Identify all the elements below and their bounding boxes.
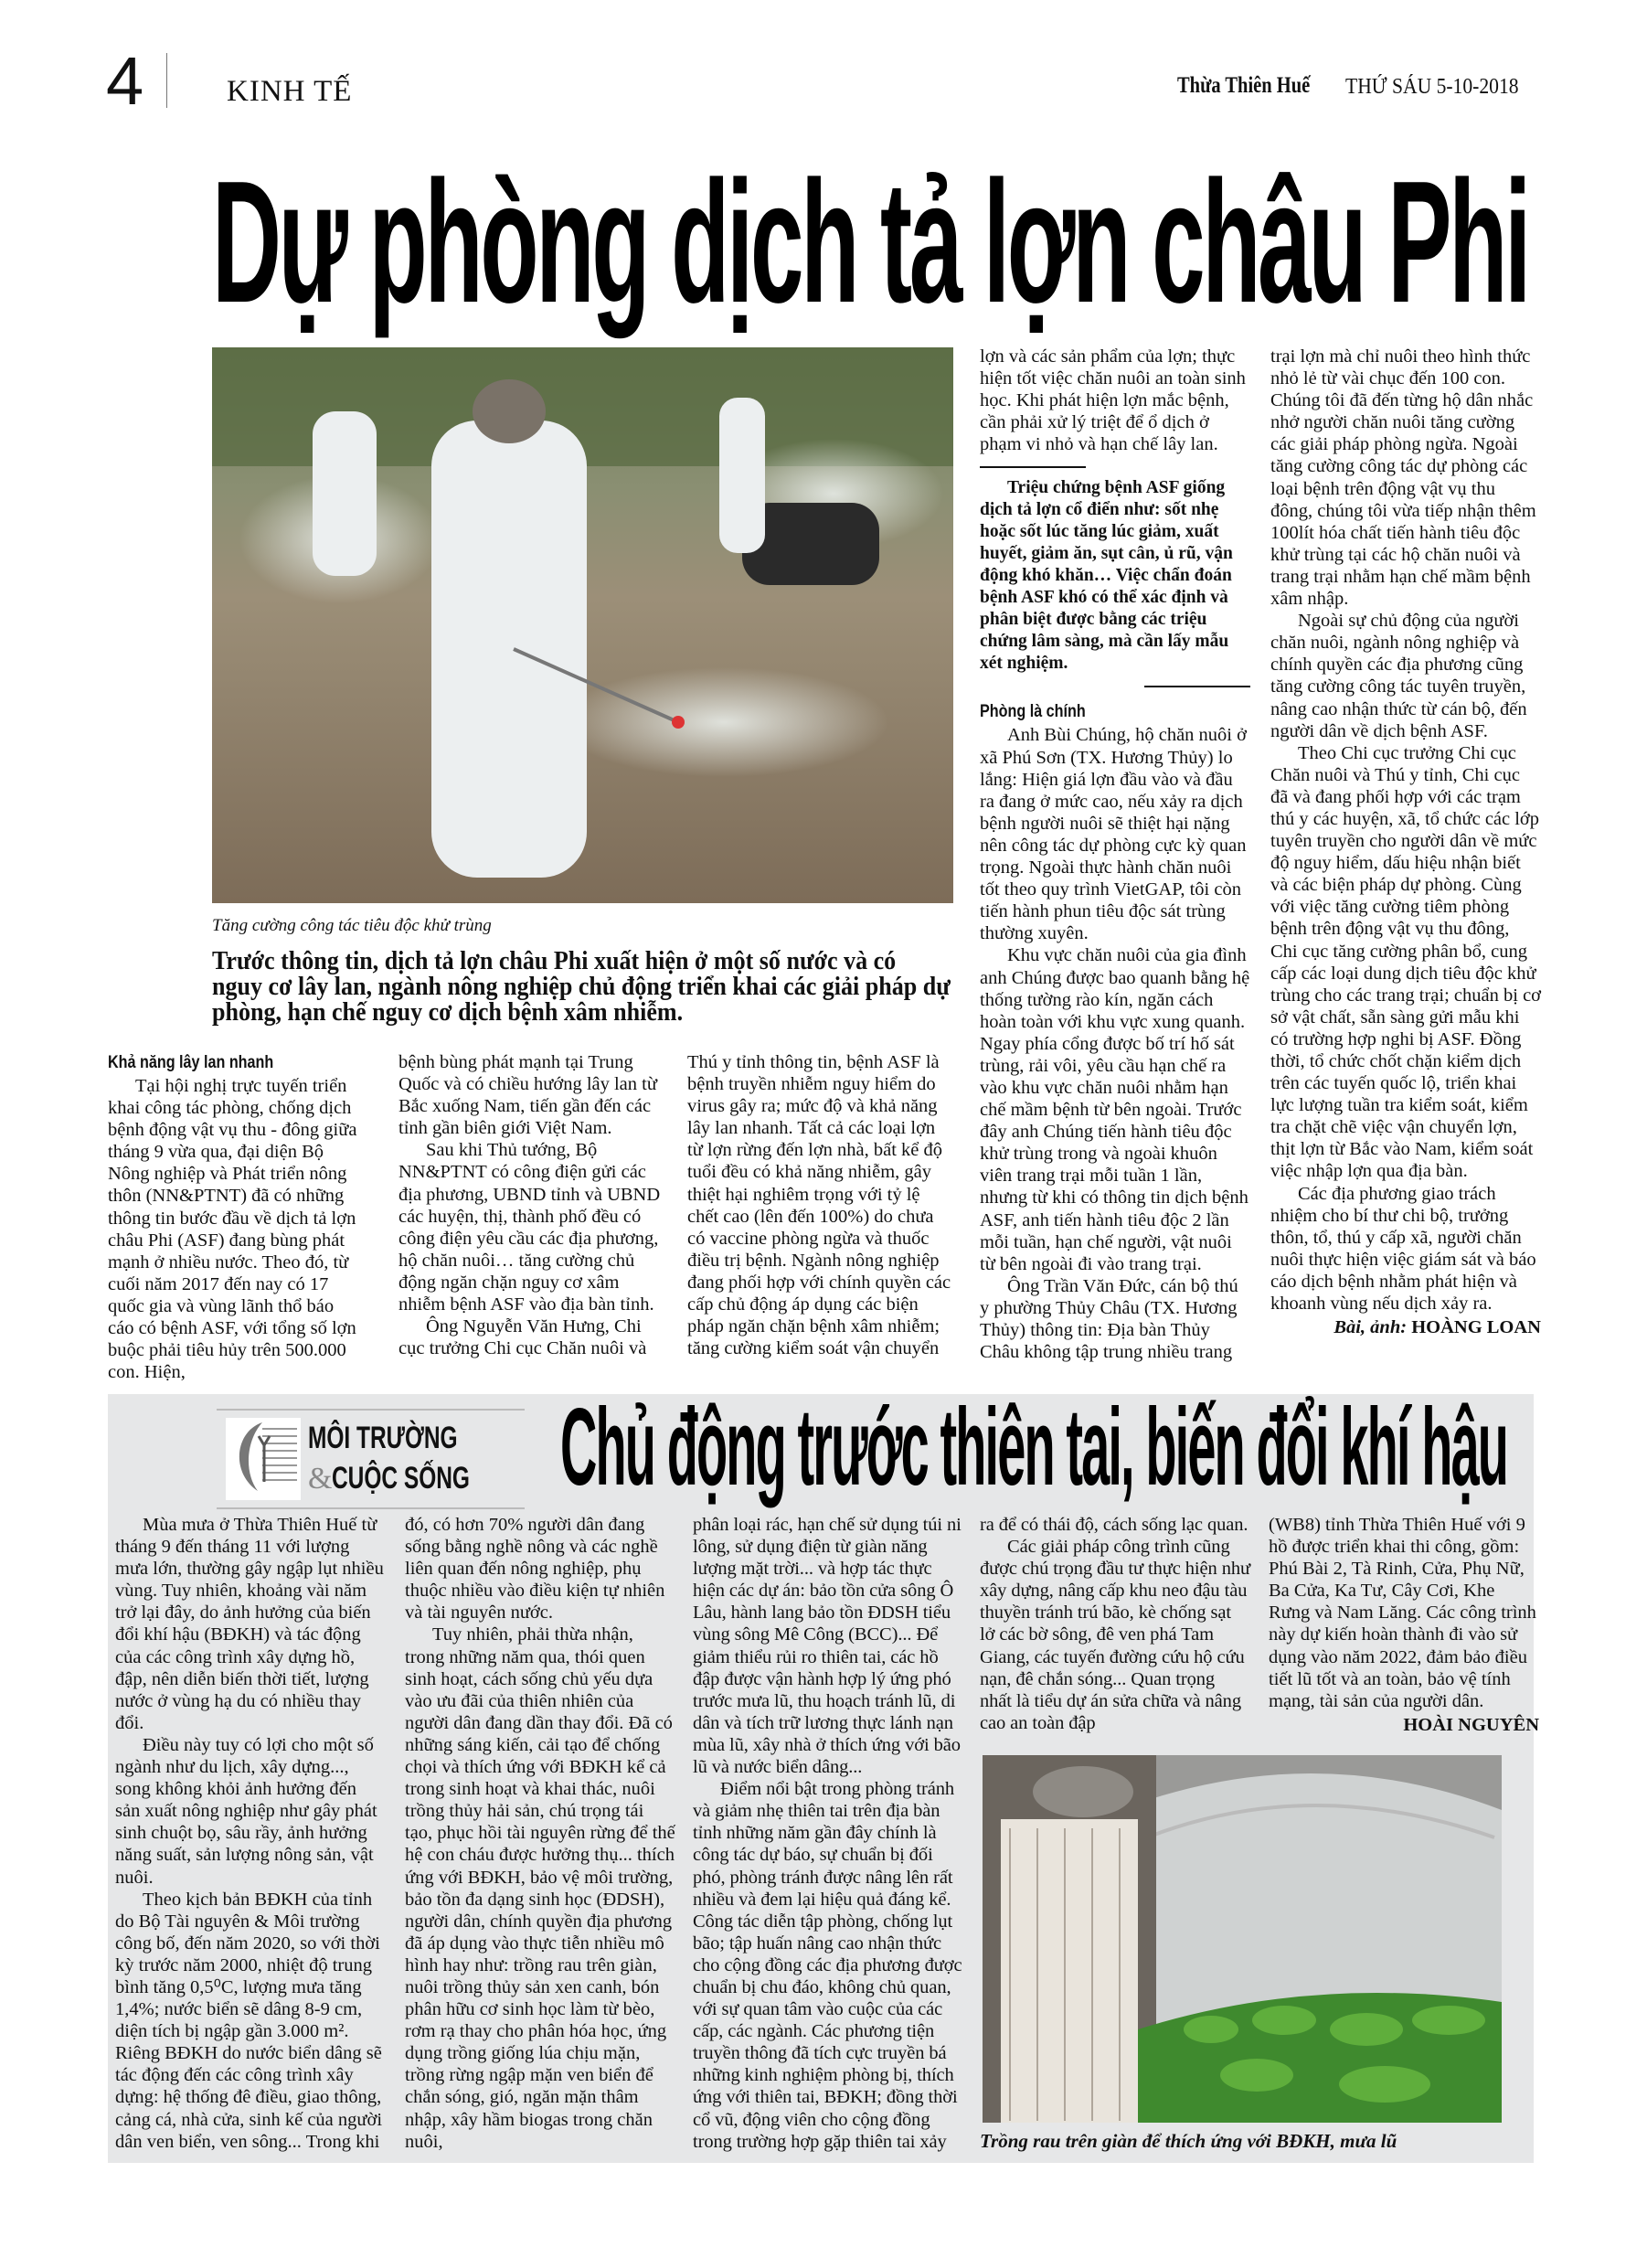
author-name: HOÀNG LOAN xyxy=(1411,1317,1541,1338)
byline xyxy=(1270,1316,1541,1338)
article2-column-5 xyxy=(1269,1514,1539,1736)
article1-column-2 xyxy=(398,1051,665,1359)
divider-rule xyxy=(980,466,1086,468)
headline-text: Dự phòng dịch tả lợn châu Phi xyxy=(212,145,1528,339)
issue-date: THỨ SÁU 5-10-2018 xyxy=(1345,75,1519,99)
paragraph: bệnh bùng phát mạnh tại Trung Quốc và có chiều hướng lây lan từ Bắc xuống Nam, tiến gần đến các tỉnh gần biên giới Việt Nam. xyxy=(398,1052,657,1139)
article1-lead: Trước thông tin, dịch tả lợn châu Phi xuất hiện ở một số nước và có nguy cơ lây lan, ngành nông nghiệp chủ động triển khai các giải pháp dự phòng, hạn chế nguy cơ dịch bệnh xâm nhiễm. xyxy=(212,947,951,1027)
rubric-line-2: CUỘC SỐNG xyxy=(332,1461,471,1496)
paragraph: Thú y tỉnh thông tin, bệnh ASF là bệnh truyền nhiễm nguy hiểm do virus gây ra; mức độ và khả năng lây lan nhanh. Tất cả các loại lợn từ lợn rừng đến lợn nhà, bất kể độ tuổi đều có khả năng nhiễm, gây thiệt hại nghiêm trọng với tỷ lệ chết cao (lên đến 100%) do chưa có vaccine phòng ngừa và thuốc điều trị bệnh. Ngành nông nghiệp đang phối hợp với chính quyền các cấp chủ động áp dụng các biện pháp ngăn chặn bệnh xâm nhiễm; tăng cường kiểm soát vận chuyển xyxy=(687,1052,951,1359)
byline-prefix: Bài, ảnh: xyxy=(1334,1317,1408,1338)
article2-column-3 xyxy=(693,1514,963,2153)
paragraph: Ông Trần Văn Đức, cán bộ thú y phường Thủy Châu (TX. Hương Thủy) thông tin: Địa bàn Thủy Châu không tập trung nhiều trang xyxy=(980,1275,1238,1363)
paragraph: Tuy nhiên, phải thừa nhận, trong những năm qua, thói quen sinh hoạt, cách sống chủ yếu dựa vào ưu đãi của thiên nhiên của người dân đang dần thay đổi. Đã có những sáng kiến, cải tạo để chống chọi và thích ứng với BĐKH kể cả trong sinh hoạt và khai thác, nuôi trồng thủy hải sản, chú trọng tái tạo, phục hồi tài nguyên rừng để thế hệ con cháu được hưởng thụ... thích ứng với BĐKH, bảo vệ môi trường, bảo tồn đa dạng sinh học (ĐDSH), người dân, chính quyền địa phương đã áp dụng vào thực tiễn nhiều mô hình hay như: trồng rau trên giàn, nuôi trồng thủy sản xen canh, bón phân hữu cơ sinh học làm từ bèo, rơm rạ thay cho phân hóa học, ứng dụng trồng giống lúa chịu mặn, trồng rừng ngập mặn ven biển để chắn sóng, gió, ngăn mặn thâm nhập, xây hầm biogas trong chăn nuôi, xyxy=(405,1624,675,2152)
paragraph: Tại hội nghị trực tuyến triển khai công tác phòng, chống dịch bệnh động vật vụ thu - đông giữa tháng 9 vừa qua, đại diện Bộ Nông nghiệp và Phát triển nông thôn (NN&PTNT) đã có những thông tin bước đầu về dịch tả lợn châu Phi (ASF) đang bùng phát mạnh ở nhiều nước. Theo đó, từ cuối năm 2017 đến nay có 17 quốc gia và vùng lãnh thổ báo cáo có bệnh ASF, với tổng số lợn buộc phải tiêu hủy trên 500.000 con. Hiện, xyxy=(108,1076,357,1383)
subheading: Khả năng lây lan nhanh xyxy=(108,1053,274,1072)
paragraph: Sau khi Thủ tướng, Bộ NN&PTNT có công điện gửi các địa phương, UBND tỉnh và UBND các huyện, thị, thành phố đều có công điện yêu cầu các địa phương, hộ chăn nuôi… tăng cường chủ động ngăn chặn nguy cơ xâm nhiễm bệnh ASF vào địa bàn tỉnh. xyxy=(398,1140,661,1315)
rubric-logo xyxy=(217,1409,525,1509)
page-number: 4 xyxy=(106,43,144,119)
rubric-ampersand: & xyxy=(308,1462,333,1496)
paragraph: Điều này tuy có lợi cho một số ngành như du lịch, xây dựng..., song không khỏi ảnh hưởng đến sản xuất nông nghiệp như gây phát sinh chuột bọ, sâu rầy, ảnh hưởng năng suất, sản lượng nông sản, vật nuôi. xyxy=(115,1734,377,1888)
article2-column-4 xyxy=(980,1514,1250,1734)
paragraph: Mùa mưa ở Thừa Thiên Huế từ tháng 9 đến tháng 11 với lượng mưa lớn, thường gây ngập lụt nhiều vùng. Tuy nhiên, khoảng vài năm trở lại đây, do ảnh hưởng của biến đổi khí hậu (BĐKH) và tác động của các công trình xây dựng hồ, đập, nên diễn biến thời tiết, lượng nước ở vùng hạ du có nhiều thay đổi. xyxy=(115,1515,384,1733)
article2-column-1 xyxy=(115,1514,386,2153)
spraying-photo-illustration xyxy=(212,347,953,903)
environment-logo-icon xyxy=(226,1418,301,1500)
article2-photo xyxy=(983,1755,1502,2123)
paragraph: (WB8) tỉnh Thừa Thiên Huế với 9 hồ được triển khai thi công, gồm: Phú Bài 2, Tà Rinh, Cửa, Phụ Nữ, Ba Cửa, Ka Tư, Cây Cơi, Khe Rưng và Nam Lăng. Các công trình này dự kiến hoàn thành đi vào sử dụng vào năm 2022, đảm bảo điều tiết lũ tốt và an toàn, bảo vệ tính mạng, tài sản của người dân. xyxy=(1269,1515,1536,1711)
article1-column-3 xyxy=(687,1051,954,1359)
section-title: KINH TẾ xyxy=(227,75,353,108)
paragraph: Điểm nổi bật trong phòng tránh và giảm nhẹ thiên tai trên địa bàn tỉnh những năm gần đây chính là công tác dự báo, sự chuẩn bị đối phó, phòng tránh được nâng lên rất nhiều và đem lại hiệu quả đáng kể. Công tác diễn tập phòng, chống lụt bão; tập huấn nâng cao nhận thức cho cộng đồng các địa phương được chuẩn bị chu đáo, không chủ quan, với sự quan tâm vào cuộc của các cấp, các ngành. Các phương tiện truyền thông đã tích cực truyền bá những kinh nghiệm phòng bị, thích ứng với thiên tai, BĐKH; đồng thời cổ vũ, động viên cho cộng đồng trong trường hợp gặp thiên tai xảy xyxy=(693,1779,962,2152)
paragraph: Theo kịch bản BĐKH của tỉnh do Bộ Tài nguyên & Môi trường công bố, đến năm 2020, so với thời kỳ trước năm 2000, nhiệt độ trung bình tăng 0,5⁰C, lượng mưa tăng 1,4%; nước biển sẽ dâng 8-9 cm, diện tích bị ngập gần 3.000 m². Riêng BĐKH do nước biển dâng sẽ tác động đến các công trình xây dựng: hệ thống đê điều, giao thông, cảng cá, nhà cửa, sinh kế của người dân ven biển, ven sông... Trong khi xyxy=(115,1889,383,2152)
byline xyxy=(1269,1714,1539,1736)
paragraph: trại lợn mà chỉ nuôi theo hình thức nhỏ lẻ từ vài chục đến 100 con. Chúng tôi đã đến từng hộ dân nhắc nhở người chăn nuôi tăng cường các giải pháp phòng ngừa. Ngoài tăng cường công tác dự phòng các loại bệnh trên động vật vụ thu đông, chúng tôi vừa tiếp nhận thêm 100lít hóa chất tiến hành tiêu độc khử trùng tại các hộ chăn nuôi và trang trại nhằm hạn chế mầm bệnh xâm nhập. xyxy=(1270,346,1536,610)
article1-photo xyxy=(212,347,953,903)
article1-column-1 xyxy=(108,1051,364,1383)
masthead: Thừa Thiên Huế xyxy=(1177,73,1311,98)
pull-quote: Triệu chứng bệnh ASF giống dịch tả lợn cổ điển như: sốt nhẹ hoặc sốt lúc tăng lúc giảm, xuất huyết, giảm ăn, sụt cân, ủ rũ, vận động khó khăn… Việc chẩn đoán bệnh ASF khó có thể xác định và phân biệt được bằng các triệu chứng lâm sàng, mà cần lấy mẫu xét nghiệm. xyxy=(980,478,1233,674)
paragraph: đó, có hơn 70% người dân đang sống bằng nghề nông và các nghề liên quan đến nông nghiệp, phụ thuộc nhiều vào điều kiện tự nhiên và tài nguyên nước. xyxy=(405,1515,665,1624)
greenhouse-photo-illustration xyxy=(983,1755,1502,2123)
article1-column-4 xyxy=(980,346,1250,1363)
article1-column-5 xyxy=(1270,346,1541,1338)
rubric-line-1: MÔI TRƯỜNG xyxy=(308,1421,458,1455)
article2-headline xyxy=(560,1386,1507,1508)
article2-column-2 xyxy=(405,1514,675,2153)
paragraph: lợn và các sản phẩm của lợn; thực hiện tốt việc chăn nuôi an toàn sinh học. Khi phát hiện lợn mắc bệnh, cần phải xử lý triệt để ổ dịch ở phạm vi nhỏ và hạn chế lây lan. xyxy=(980,346,1246,455)
paragraph: Ngoài sự chủ động của người chăn nuôi, ngành nông nghiệp và chính quyền các địa phương cũng tăng cường công tác tuyên truyền, nâng cao nhận thức từ cán bộ, đến người dân về dịch bệnh ASF. xyxy=(1270,611,1527,741)
article1-photo-caption: Tăng cường công tác tiêu độc khử trùng xyxy=(212,916,492,935)
author-name: HOÀI NGUYÊN xyxy=(1403,1714,1539,1735)
paragraph: phân loại rác, hạn chế sử dụng túi ni lông, sử dụng điện từ giàn năng lượng mặt trời... và hợp tác thực hiện các dự án: bảo tồn cửa sông Ô Lâu, hành lang bảo tồn ĐDSH tiểu vùng sông Mê Công (BCC)... Để giảm thiểu rủi ro thiên tai, các hồ đập được vận hành hợp lý ứng phó trước mưa lũ, thu hoạch tránh lũ, di dân và tích trữ lương thực lánh nạn mùa lũ, xây nhà ở thích ứng với bão lũ và nước biển dâng... xyxy=(693,1515,962,1778)
header-divider xyxy=(166,53,167,108)
article1-headline xyxy=(212,145,1528,339)
paragraph: Các địa phương giao trách nhiệm cho bí thư chi bộ, trưởng thôn, tổ, thú y cấp xã, người chăn nuôi thực hiện việc giám sát và báo cáo dịch bệnh nhằm phát hiện và khoanh vùng nếu dịch xảy ra. xyxy=(1270,1183,1536,1315)
article2-photo-caption: Trồng rau trên giàn để thích ứng với BĐKH, mưa lũ xyxy=(980,2130,1397,2152)
paragraph: Theo Chi cục trưởng Chi cục Chăn nuôi và Thú y tỉnh, Chi cục đã và đang phối hợp với các trạm thú y các huyện, xã, tổ chức các lớp tuyên truyền cho người dân về mức độ nguy hiểm, dấu hiệu nhận biết và các biện pháp dự phòng. Cùng với việc tăng cường tiêm phòng bệnh trên động vật vụ thu đông, Chi cục tăng cường phân bổ, cung cấp các loại dung dịch tiêu độc khử trùng cho các trang trại; chuẩn bị cơ sở vật chất, sẵn sàng gửi mẫu khi có trường hợp nghi bị ASF. Đồng thời, tổ chức chốt chặn kiểm dịch trên các tuyến quốc lộ, triển khai lực lượng tuần tra kiểm soát, kiểm tra chặt chẽ việc vận chuyển lợn, thịt lợn từ Bắc vào Nam, kiểm soát việc nhập lợn qua địa bàn. xyxy=(1270,742,1542,1182)
paragraph: ra để có thái độ, cách sống lạc quan. xyxy=(980,1515,1249,1535)
paragraph: Anh Bùi Chúng, hộ chăn nuôi ở xã Phú Sơn (TX. Hương Thủy) lo lắng: Hiện giá lợn đầu vào và đầu ra đang ở mức cao, nếu xảy ra dịch bệnh người nuôi sẽ thiệt hại nặng nên công tác dự phòng cực kỳ quan trọng. Ngoài thực hành chăn nuôi tốt theo quy trình VietGAP, tôi còn tiến hành phun tiêu độc sát trùng thường xuyên. xyxy=(980,725,1247,944)
subheading: Phòng là chính xyxy=(980,702,1086,722)
paragraph: Ông Nguyễn Văn Hưng, Chi cục trưởng Chi cục Chăn nuôi và xyxy=(398,1316,647,1359)
headline-text: Chủ động trước thiên tai, biến đổi khí hậu xyxy=(560,1386,1507,1508)
paragraph: Khu vực chăn nuôi của gia đình anh Chúng được bao quanh bằng hệ thống tường rào kín, ngăn cách hoàn toàn với khu vực xung quanh. Ngay phía cổng được bố trí hố sát trùng, rải vôi, yêu cầu hạn chế ra vào khu vực chăn nuôi nhằm hạn chế mầm bệnh từ bên ngoài. Trước đây anh Chúng tiến hành tiêu độc khử trùng trong và ngoài khuôn viên trang trại mỗi tuần 1 lần, nhưng từ khi có thông tin dịch bệnh ASF, anh tiến hành tiêu độc 2 lần mỗi tuần, hạn chế người, vật nuôi từ bên ngoài đi vào trang trại. xyxy=(980,945,1250,1274)
paragraph: Các giải pháp công trình cũng được chú trọng đầu tư thực hiện như xây dựng, nâng cấp khu neo đậu tàu thuyền tránh trú bão, kè chống sạt lở các bờ sông, đê ven phá Tam Giang, các tuyến đường cứu hộ cứu nạn, đê chắn sóng... Quan trọng nhất là tiểu dự án sửa chữa và nâng cao an toàn đập xyxy=(980,1537,1251,1733)
divider-rule xyxy=(1144,686,1250,687)
